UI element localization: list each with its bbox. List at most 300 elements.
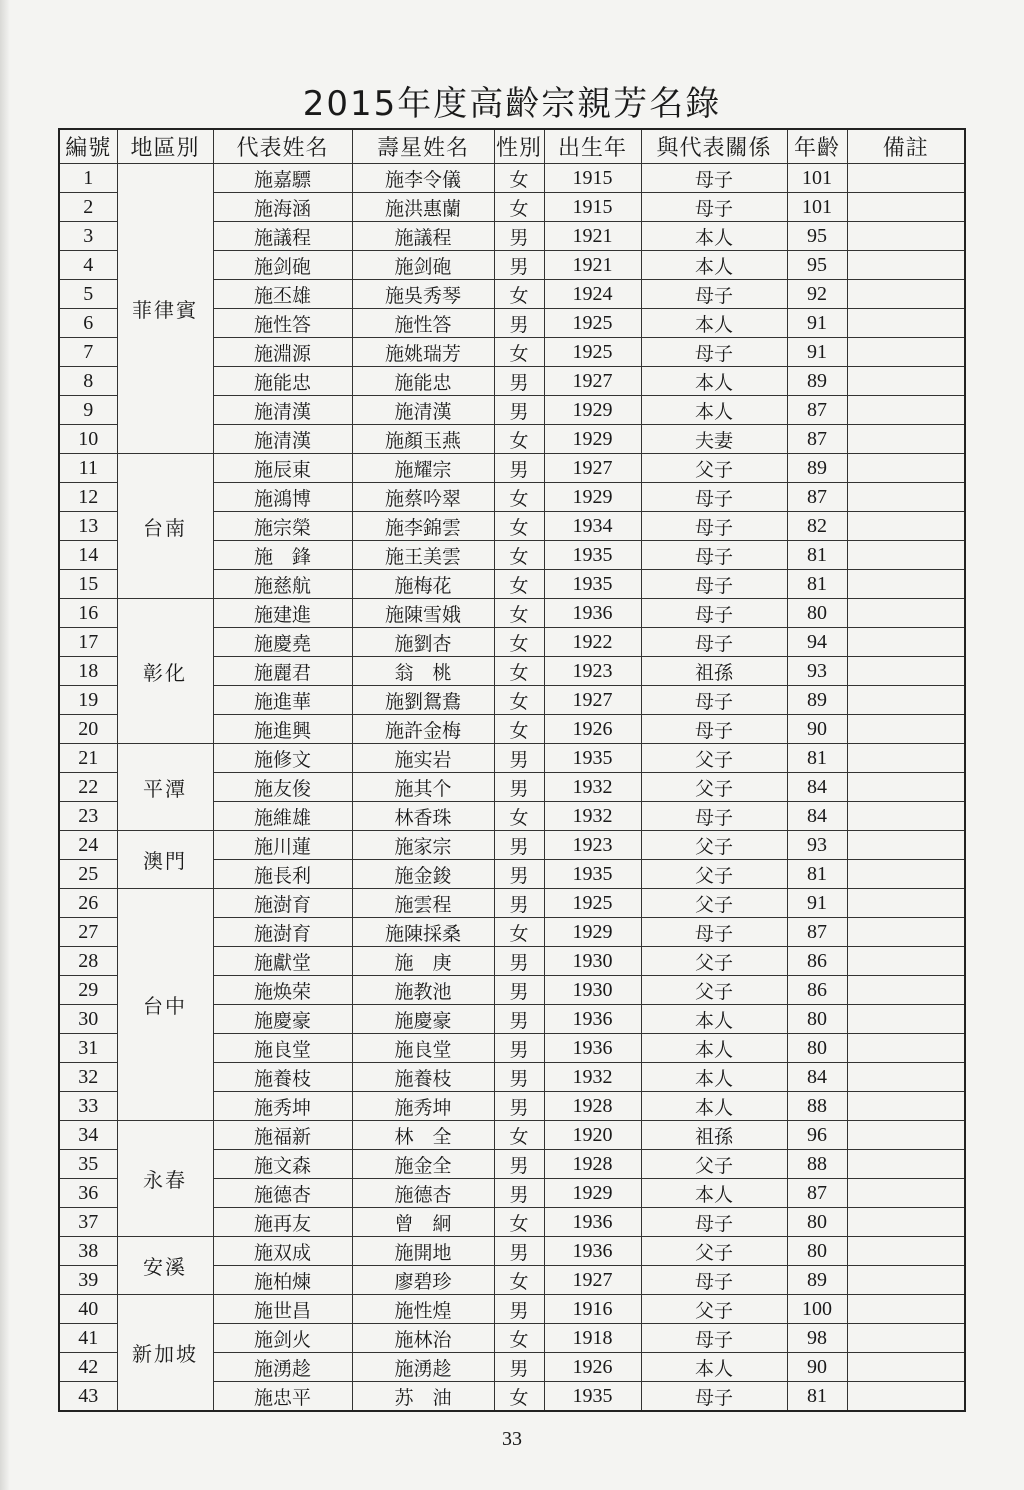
birth-year-cell: 1929 <box>544 1179 641 1208</box>
gender-cell: 女 <box>494 164 544 193</box>
representative-name-cell: 施慶豪 <box>213 1005 352 1034</box>
gender-cell: 男 <box>494 889 544 918</box>
remarks-cell <box>847 512 965 541</box>
birth-year-cell: 1927 <box>544 367 641 396</box>
gender-cell: 女 <box>494 1266 544 1295</box>
relationship-cell: 父子 <box>641 1150 787 1179</box>
age-cell: 98 <box>787 1324 847 1353</box>
row-number-cell: 19 <box>59 686 117 715</box>
birth-year-cell: 1925 <box>544 889 641 918</box>
elder-name-cell: 施湧趁 <box>352 1353 494 1382</box>
row-number-cell: 14 <box>59 541 117 570</box>
row-number-cell: 16 <box>59 599 117 628</box>
row-number-cell: 5 <box>59 280 117 309</box>
representative-name-cell: 施嘉驃 <box>213 164 352 193</box>
elder-name-cell: 施良堂 <box>352 1034 494 1063</box>
age-cell: 81 <box>787 860 847 889</box>
gender-cell: 男 <box>494 1237 544 1266</box>
gender-cell: 男 <box>494 860 544 889</box>
header-elder-name: 壽星姓名 <box>352 129 494 164</box>
region-cell: 平潭 <box>117 744 213 831</box>
birth-year-cell: 1930 <box>544 947 641 976</box>
remarks-cell <box>847 251 965 280</box>
header-age: 年齡 <box>787 129 847 164</box>
row-number-cell: 29 <box>59 976 117 1005</box>
birth-year-cell: 1929 <box>544 918 641 947</box>
table-body <box>59 164 965 1412</box>
gender-cell: 女 <box>494 715 544 744</box>
row-number-cell: 10 <box>59 425 117 454</box>
age-cell: 91 <box>787 338 847 367</box>
remarks-cell <box>847 1034 965 1063</box>
age-cell: 95 <box>787 222 847 251</box>
table-row <box>59 164 965 193</box>
elder-name-cell: 施其个 <box>352 773 494 802</box>
remarks-cell <box>847 947 965 976</box>
gender-cell: 男 <box>494 1005 544 1034</box>
age-cell: 91 <box>787 889 847 918</box>
age-cell: 86 <box>787 947 847 976</box>
relationship-cell: 母子 <box>641 164 787 193</box>
gender-cell: 男 <box>494 773 544 802</box>
relationship-cell: 父子 <box>641 889 787 918</box>
relationship-cell: 母子 <box>641 715 787 744</box>
relationship-cell: 本人 <box>641 1034 787 1063</box>
representative-name-cell: 施世昌 <box>213 1295 352 1324</box>
row-number-cell: 3 <box>59 222 117 251</box>
table-row <box>59 454 965 483</box>
representative-name-cell: 施双成 <box>213 1237 352 1266</box>
age-cell: 82 <box>787 512 847 541</box>
birth-year-cell: 1926 <box>544 1353 641 1382</box>
relationship-cell: 本人 <box>641 1179 787 1208</box>
elder-name-cell: 施陳採桑 <box>352 918 494 947</box>
age-cell: 86 <box>787 976 847 1005</box>
representative-name-cell: 施 鋒 <box>213 541 352 570</box>
gender-cell: 男 <box>494 1150 544 1179</box>
row-number-cell: 13 <box>59 512 117 541</box>
representative-name-cell: 施修文 <box>213 744 352 773</box>
elder-name-cell: 施議程 <box>352 222 494 251</box>
age-cell: 87 <box>787 918 847 947</box>
row-number-cell: 37 <box>59 1208 117 1237</box>
birth-year-cell: 1932 <box>544 802 641 831</box>
gender-cell: 女 <box>494 280 544 309</box>
row-number-cell: 41 <box>59 1324 117 1353</box>
age-cell: 87 <box>787 396 847 425</box>
relationship-cell: 夫妻 <box>641 425 787 454</box>
age-cell: 81 <box>787 1382 847 1412</box>
age-cell: 81 <box>787 570 847 599</box>
elder-name-cell: 施李令儀 <box>352 164 494 193</box>
row-number-cell: 28 <box>59 947 117 976</box>
age-cell: 100 <box>787 1295 847 1324</box>
birth-year-cell: 1935 <box>544 541 641 570</box>
birth-year-cell: 1921 <box>544 251 641 280</box>
table-header-row <box>59 129 965 164</box>
representative-name-cell: 施秀坤 <box>213 1092 352 1121</box>
birth-year-cell: 1935 <box>544 570 641 599</box>
remarks-cell <box>847 164 965 193</box>
gender-cell: 男 <box>494 396 544 425</box>
remarks-cell <box>847 686 965 715</box>
region-cell: 菲律賓 <box>117 164 213 454</box>
relationship-cell: 本人 <box>641 367 787 396</box>
remarks-cell <box>847 425 965 454</box>
relationship-cell: 母子 <box>641 1382 787 1412</box>
elder-name-cell: 施雲程 <box>352 889 494 918</box>
representative-name-cell: 施能忠 <box>213 367 352 396</box>
row-number-cell: 39 <box>59 1266 117 1295</box>
row-number-cell: 20 <box>59 715 117 744</box>
remarks-cell <box>847 860 965 889</box>
relationship-cell: 母子 <box>641 918 787 947</box>
row-number-cell: 8 <box>59 367 117 396</box>
age-cell: 84 <box>787 773 847 802</box>
remarks-cell <box>847 1382 965 1412</box>
remarks-cell <box>847 831 965 860</box>
remarks-cell <box>847 889 965 918</box>
gender-cell: 女 <box>494 802 544 831</box>
birth-year-cell: 1936 <box>544 1208 641 1237</box>
elder-name-cell: 施王美雲 <box>352 541 494 570</box>
relationship-cell: 祖孫 <box>641 1121 787 1150</box>
age-cell: 84 <box>787 1063 847 1092</box>
gender-cell: 男 <box>494 831 544 860</box>
relationship-cell: 本人 <box>641 222 787 251</box>
relationship-cell: 祖孫 <box>641 657 787 686</box>
elder-name-cell: 施顏玉燕 <box>352 425 494 454</box>
relationship-cell: 母子 <box>641 280 787 309</box>
gender-cell: 男 <box>494 222 544 251</box>
representative-name-cell: 施友俊 <box>213 773 352 802</box>
age-cell: 87 <box>787 425 847 454</box>
birth-year-cell: 1920 <box>544 1121 641 1150</box>
gender-cell: 女 <box>494 483 544 512</box>
representative-name-cell: 施長利 <box>213 860 352 889</box>
representative-name-cell: 施德杏 <box>213 1179 352 1208</box>
remarks-cell <box>847 628 965 657</box>
row-number-cell: 18 <box>59 657 117 686</box>
remarks-cell <box>847 1237 965 1266</box>
row-number-cell: 24 <box>59 831 117 860</box>
birth-year-cell: 1925 <box>544 309 641 338</box>
elder-name-cell: 廖碧珍 <box>352 1266 494 1295</box>
gender-cell: 男 <box>494 251 544 280</box>
table-row <box>59 1237 965 1266</box>
gender-cell: 女 <box>494 628 544 657</box>
age-cell: 80 <box>787 1208 847 1237</box>
row-number-cell: 4 <box>59 251 117 280</box>
representative-name-cell: 施剑砲 <box>213 251 352 280</box>
row-number-cell: 42 <box>59 1353 117 1382</box>
relationship-cell: 母子 <box>641 686 787 715</box>
relationship-cell: 本人 <box>641 1092 787 1121</box>
birth-year-cell: 1928 <box>544 1092 641 1121</box>
representative-name-cell: 施再友 <box>213 1208 352 1237</box>
birth-year-cell: 1930 <box>544 976 641 1005</box>
representative-name-cell: 施澍育 <box>213 889 352 918</box>
elder-name-cell: 翁 桃 <box>352 657 494 686</box>
relationship-cell: 父子 <box>641 454 787 483</box>
birth-year-cell: 1936 <box>544 1034 641 1063</box>
elder-name-cell: 林香珠 <box>352 802 494 831</box>
table-row <box>59 889 965 918</box>
age-cell: 95 <box>787 251 847 280</box>
remarks-cell <box>847 1150 965 1179</box>
remarks-cell <box>847 1121 965 1150</box>
elder-name-cell: 施教池 <box>352 976 494 1005</box>
representative-name-cell: 施淵源 <box>213 338 352 367</box>
header-gender: 性別 <box>494 129 544 164</box>
header-remarks: 備註 <box>847 129 965 164</box>
remarks-cell <box>847 773 965 802</box>
elder-name-cell: 施金鋑 <box>352 860 494 889</box>
row-number-cell: 7 <box>59 338 117 367</box>
birth-year-cell: 1929 <box>544 425 641 454</box>
elder-name-cell: 施梅花 <box>352 570 494 599</box>
age-cell: 94 <box>787 628 847 657</box>
birth-year-cell: 1935 <box>544 744 641 773</box>
age-cell: 84 <box>787 802 847 831</box>
elder-name-cell: 林 全 <box>352 1121 494 1150</box>
elder-name-cell: 施吳秀琴 <box>352 280 494 309</box>
row-number-cell: 32 <box>59 1063 117 1092</box>
representative-name-cell: 施維雄 <box>213 802 352 831</box>
elder-name-cell: 施剑砲 <box>352 251 494 280</box>
representative-name-cell: 施獻堂 <box>213 947 352 976</box>
page-binding-shadow <box>0 0 10 1490</box>
representative-name-cell: 施進華 <box>213 686 352 715</box>
elder-name-cell: 施開地 <box>352 1237 494 1266</box>
relationship-cell: 父子 <box>641 1295 787 1324</box>
gender-cell: 女 <box>494 599 544 628</box>
remarks-cell <box>847 657 965 686</box>
relationship-cell: 母子 <box>641 570 787 599</box>
remarks-cell <box>847 280 965 309</box>
representative-name-cell: 施福新 <box>213 1121 352 1150</box>
row-number-cell: 38 <box>59 1237 117 1266</box>
age-cell: 93 <box>787 831 847 860</box>
representative-name-cell: 施忠平 <box>213 1382 352 1412</box>
row-number-cell: 11 <box>59 454 117 483</box>
gender-cell: 女 <box>494 570 544 599</box>
remarks-cell <box>847 570 965 599</box>
representative-name-cell: 施丕雄 <box>213 280 352 309</box>
birth-year-cell: 1935 <box>544 1382 641 1412</box>
representative-name-cell: 施慶堯 <box>213 628 352 657</box>
elder-name-cell: 施洪惠蘭 <box>352 193 494 222</box>
relationship-cell: 本人 <box>641 396 787 425</box>
relationship-cell: 父子 <box>641 831 787 860</box>
region-cell: 新加坡 <box>117 1295 213 1412</box>
gender-cell: 男 <box>494 976 544 1005</box>
gender-cell: 女 <box>494 657 544 686</box>
relationship-cell: 父子 <box>641 744 787 773</box>
header-relationship: 與代表關係 <box>641 129 787 164</box>
header-region: 地區別 <box>117 129 213 164</box>
remarks-cell <box>847 1005 965 1034</box>
table-row <box>59 1295 965 1324</box>
region-cell: 台南 <box>117 454 213 599</box>
remarks-cell <box>847 454 965 483</box>
age-cell: 87 <box>787 483 847 512</box>
gender-cell: 男 <box>494 1034 544 1063</box>
birth-year-cell: 1923 <box>544 657 641 686</box>
elder-name-cell: 施姚瑞芳 <box>352 338 494 367</box>
representative-name-cell: 施議程 <box>213 222 352 251</box>
relationship-cell: 母子 <box>641 338 787 367</box>
region-cell: 永春 <box>117 1121 213 1237</box>
remarks-cell <box>847 1092 965 1121</box>
age-cell: 81 <box>787 541 847 570</box>
row-number-cell: 23 <box>59 802 117 831</box>
elder-name-cell: 施秀坤 <box>352 1092 494 1121</box>
representative-name-cell: 施川蓮 <box>213 831 352 860</box>
elder-name-cell: 施李錦雲 <box>352 512 494 541</box>
age-cell: 90 <box>787 715 847 744</box>
representative-name-cell: 施宗榮 <box>213 512 352 541</box>
representative-name-cell: 施麗君 <box>213 657 352 686</box>
row-number-cell: 2 <box>59 193 117 222</box>
remarks-cell <box>847 222 965 251</box>
elder-name-cell: 曾 絅 <box>352 1208 494 1237</box>
age-cell: 89 <box>787 686 847 715</box>
remarks-cell <box>847 483 965 512</box>
table-row <box>59 744 965 773</box>
header-birth-year: 出生年 <box>544 129 641 164</box>
remarks-cell <box>847 802 965 831</box>
elder-name-cell: 施能忠 <box>352 367 494 396</box>
relationship-cell: 母子 <box>641 512 787 541</box>
birth-year-cell: 1936 <box>544 599 641 628</box>
elder-name-cell: 施林治 <box>352 1324 494 1353</box>
representative-name-cell: 施清漢 <box>213 396 352 425</box>
table-row <box>59 1121 965 1150</box>
remarks-cell <box>847 1208 965 1237</box>
relationship-cell: 母子 <box>641 1208 787 1237</box>
relationship-cell: 父子 <box>641 976 787 1005</box>
elder-name-cell: 施家宗 <box>352 831 494 860</box>
remarks-cell <box>847 193 965 222</box>
row-number-cell: 27 <box>59 918 117 947</box>
birth-year-cell: 1916 <box>544 1295 641 1324</box>
elder-name-cell: 施性煌 <box>352 1295 494 1324</box>
age-cell: 80 <box>787 1005 847 1034</box>
gender-cell: 男 <box>494 1295 544 1324</box>
gender-cell: 女 <box>494 541 544 570</box>
birth-year-cell: 1922 <box>544 628 641 657</box>
row-number-cell: 6 <box>59 309 117 338</box>
birth-year-cell: 1924 <box>544 280 641 309</box>
age-cell: 87 <box>787 1179 847 1208</box>
elder-name-cell: 施德杏 <box>352 1179 494 1208</box>
age-cell: 96 <box>787 1121 847 1150</box>
gender-cell: 男 <box>494 367 544 396</box>
region-cell: 台中 <box>117 889 213 1121</box>
remarks-cell <box>847 918 965 947</box>
elder-name-cell: 施清漢 <box>352 396 494 425</box>
remarks-cell <box>847 367 965 396</box>
relationship-cell: 父子 <box>641 773 787 802</box>
relationship-cell: 父子 <box>641 860 787 889</box>
age-cell: 80 <box>787 599 847 628</box>
representative-name-cell: 施海涵 <box>213 193 352 222</box>
representative-name-cell: 施性答 <box>213 309 352 338</box>
remarks-cell <box>847 1353 965 1382</box>
page-number: 33 <box>502 1428 522 1450</box>
gender-cell: 男 <box>494 1063 544 1092</box>
age-cell: 80 <box>787 1237 847 1266</box>
birth-year-cell: 1932 <box>544 1063 641 1092</box>
age-cell: 90 <box>787 1353 847 1382</box>
representative-name-cell: 施建進 <box>213 599 352 628</box>
birth-year-cell: 1918 <box>544 1324 641 1353</box>
region-cell: 澳門 <box>117 831 213 889</box>
row-number-cell: 12 <box>59 483 117 512</box>
birth-year-cell: 1926 <box>544 715 641 744</box>
page-title: 2015年度高齡宗親芳名錄 <box>302 84 722 124</box>
elder-list-table <box>58 128 966 1412</box>
birth-year-cell: 1927 <box>544 1266 641 1295</box>
relationship-cell: 父子 <box>641 1237 787 1266</box>
relationship-cell: 本人 <box>641 309 787 338</box>
elder-name-cell: 苏 油 <box>352 1382 494 1412</box>
representative-name-cell: 施進興 <box>213 715 352 744</box>
relationship-cell: 本人 <box>641 251 787 280</box>
region-cell: 彰化 <box>117 599 213 744</box>
row-number-cell: 15 <box>59 570 117 599</box>
birth-year-cell: 1928 <box>544 1150 641 1179</box>
representative-name-cell: 施澍育 <box>213 918 352 947</box>
birth-year-cell: 1915 <box>544 193 641 222</box>
representative-name-cell: 施文森 <box>213 1150 352 1179</box>
gender-cell: 女 <box>494 425 544 454</box>
gender-cell: 男 <box>494 947 544 976</box>
representative-name-cell: 施柏煉 <box>213 1266 352 1295</box>
gender-cell: 女 <box>494 1324 544 1353</box>
birth-year-cell: 1923 <box>544 831 641 860</box>
gender-cell: 男 <box>494 1353 544 1382</box>
row-number-cell: 43 <box>59 1382 117 1412</box>
remarks-cell <box>847 1324 965 1353</box>
relationship-cell: 父子 <box>641 947 787 976</box>
row-number-cell: 21 <box>59 744 117 773</box>
elder-name-cell: 施養枝 <box>352 1063 494 1092</box>
representative-name-cell: 施良堂 <box>213 1034 352 1063</box>
gender-cell: 男 <box>494 1092 544 1121</box>
elder-name-cell: 施許金梅 <box>352 715 494 744</box>
birth-year-cell: 1925 <box>544 338 641 367</box>
relationship-cell: 母子 <box>641 541 787 570</box>
age-cell: 91 <box>787 309 847 338</box>
relationship-cell: 母子 <box>641 628 787 657</box>
birth-year-cell: 1927 <box>544 686 641 715</box>
birth-year-cell: 1932 <box>544 773 641 802</box>
remarks-cell <box>847 599 965 628</box>
row-number-cell: 9 <box>59 396 117 425</box>
row-number-cell: 35 <box>59 1150 117 1179</box>
age-cell: 92 <box>787 280 847 309</box>
relationship-cell: 本人 <box>641 1005 787 1034</box>
age-cell: 101 <box>787 193 847 222</box>
gender-cell: 男 <box>494 309 544 338</box>
age-cell: 81 <box>787 744 847 773</box>
gender-cell: 女 <box>494 686 544 715</box>
elder-name-cell: 施蔡吟翠 <box>352 483 494 512</box>
row-number-cell: 1 <box>59 164 117 193</box>
elder-name-cell: 施性答 <box>352 309 494 338</box>
